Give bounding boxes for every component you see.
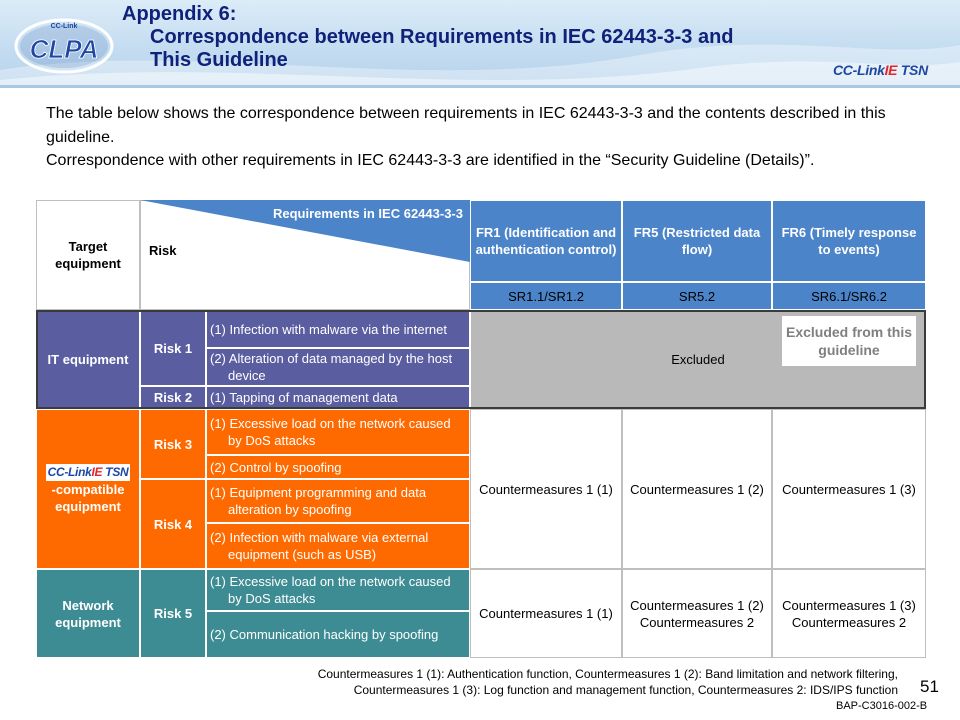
row-network-equipment-label: Network equipment [36,569,140,658]
cc-fr1-countermeasure: Countermeasures 1 (1) [470,409,622,569]
risk-4-label: Risk 4 [140,479,206,569]
clpa-logo-small-text: CC-Link [50,23,78,30]
risk-4-item-1: (1) Equipment programming and data alteration by spoofing [206,479,470,523]
header-fr5: FR5 (Restricted data flow) [622,200,772,282]
title-line-1: Appendix 6: [122,3,237,25]
clpa-logo [14,16,114,76]
document-id: BAP-C3016-002-B [836,700,928,712]
row-cc-link-compatible-label [36,409,140,569]
risk-3-item-1: (1) Excessive load on the network caused by DoS attacks [206,409,470,455]
header-sr5: SR5.2 [622,282,772,310]
net-fr6-countermeasure-a: Countermeasures 1 (3) [782,597,916,613]
net-fr5-countermeasure-b: Countermeasures 2 [639,614,755,630]
risk-1-label: Risk 1 [140,310,206,386]
footnote-line-2: Countermeasures 1 (3): Log function and management function, Countermeasures 2: IDS/IPS function [353,683,898,697]
cc-link-ie-tsn-logo: CC-LinkIE TSN [833,62,928,78]
header-sr1: SR1.1/SR1.2 [470,282,622,310]
slide-header [0,0,960,85]
risk-1-item-1: (1) Infection with malware via the internet [206,310,470,348]
excluded-cell: Excluded [470,310,926,409]
risk-3-item-2: (2) Control by spoofing [206,455,470,479]
title-line-2: Correspondence between Requirements in IEC 62443-3-3 and [150,26,734,48]
net-fr6-countermeasure-b: Countermeasures 2 [791,614,907,630]
intro-paragraph-2: Correspondence with other requirements in IEC 62443-3-3 are identified in the “Security Guideline (Details)”. [46,152,815,169]
risk-5-item-1: (1) Excessive load on the network caused by DoS attacks [206,569,470,611]
excluded-from-guideline-note: Excluded from this guideline [782,316,916,366]
net-fr5-countermeasure [622,569,772,658]
header-target-equipment: Target equipment [36,200,140,310]
header-divider [0,85,960,88]
page-number: 51 [920,677,939,696]
cc-link-ie-tsn-small-logo: CC-LinkIE TSN [47,464,129,479]
header-sr6: SR6.1/SR6.2 [772,282,926,310]
net-fr5-countermeasure-a: Countermeasures 1 (2) [630,597,764,613]
risk-2-label: Risk 2 [140,386,206,409]
net-fr6-countermeasure [772,569,926,658]
cc-fr6-countermeasure: Countermeasures 1 (3) [772,409,926,569]
risk-1-item-2: (2) Alteration of data managed by the host device [206,348,470,386]
title-line-3: This Guideline [150,49,288,71]
clpa-logo-text: CLPA [29,34,99,64]
footnote-line-1: Countermeasures 1 (1): Authentication function, Countermeasures 1 (2): Band limitation and network filtering, [317,667,898,681]
risk-5-label: Risk 5 [140,569,206,658]
countermeasures-footnote [200,666,898,698]
cc-link-compatible-text: -compatible equipment [51,481,125,514]
header-fr1: FR1 (Identification and authentication control) [470,200,622,282]
risk-5-item-2: (2) Communication hacking by spoofing [206,611,470,658]
risk-2-item-1: (1) Tapping of management data [206,386,470,409]
risk-3-label: Risk 3 [140,409,206,479]
header-risk-label: Risk [149,242,177,258]
net-fr1-countermeasure: Countermeasures 1 (1) [470,569,622,658]
page-title [122,3,734,72]
row-it-equipment-label: IT equipment [36,310,140,409]
risk-4-item-2: (2) Infection with malware via external equipment (such as USB) [206,523,470,569]
header-requirements-label: Requirements in IEC 62443-3-3 [272,205,463,221]
correspondence-table [36,200,926,658]
cc-fr5-countermeasure: Countermeasures 1 (2) [622,409,772,569]
intro-text [46,102,926,173]
intro-paragraph-1: The table below shows the correspondence between requirements in IEC 62443-3-3 and the contents described in this guideline. [46,105,886,146]
header-fr6: FR6 (Timely response to events) [772,200,926,282]
